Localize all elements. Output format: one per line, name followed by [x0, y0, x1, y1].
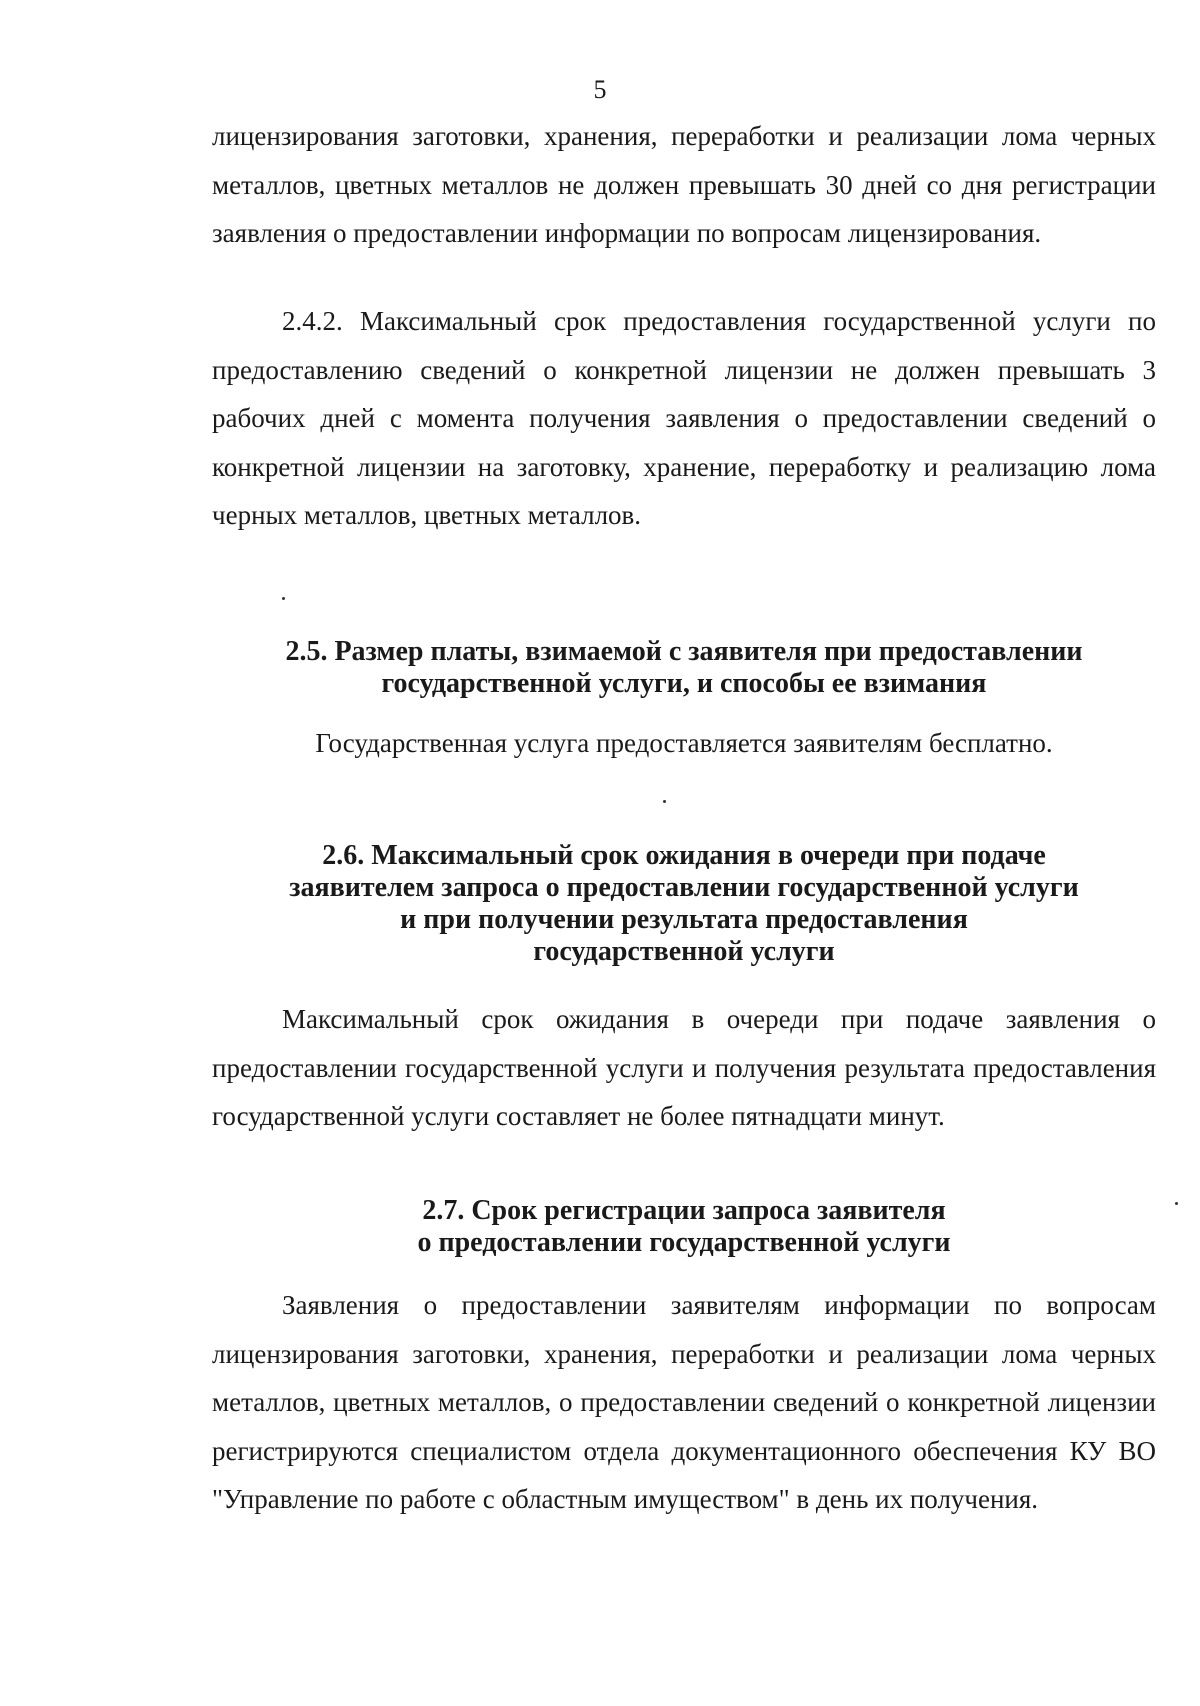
paragraph-text: 2.4.2. Максимальный срок предоставления государственной услуги по предоставлению сведений о конкретной лицензии не должен превышать 3 рабочих дней с момента получения заявления о предоставлении сведений о конкретной лицензии на заготовку, хранение, переработку и реализацию лома черных металлов, цветных металлов. — [212, 306, 1156, 530]
paragraph-2-5 — [212, 728, 1156, 759]
scan-speck — [663, 800, 666, 803]
heading-line: заявителем запроса о предоставлении государственной услуги — [289, 872, 1079, 903]
section-heading-2-6 — [212, 840, 1156, 968]
paragraph-2-6 — [212, 995, 1156, 1141]
heading-line: государственной услуги, и способы ее взимания — [381, 668, 987, 699]
paragraph-text: лицензирования заготовки, хранения, переработки и реализации лома черных металлов, цветных металлов не должен превышать 30 дней со дня регистрации заявления о предоставлении информации по вопросам лицензирования. — [212, 121, 1156, 248]
heading-line: о предоставлении государственной услуги — [417, 1227, 951, 1258]
heading-line: 2.6. Максимальный срок ожидания в очереди при подаче — [322, 840, 1046, 871]
section-heading-2-7 — [212, 1195, 1156, 1259]
paragraph-2-4-2 — [212, 297, 1156, 540]
paragraph-text: Государственная услуга предоставляется заявителям бесплатно. — [315, 728, 1053, 758]
paragraph-2-7 — [212, 1281, 1156, 1524]
scan-speck — [1175, 1202, 1178, 1205]
heading-line: государственной услуги — [533, 936, 835, 967]
paragraph-text: Максимальный срок ожидания в очереди при подаче заявления о предоставлении государственной услуги и получения результата предоставления государственной услуги составляет не более пятнадцати минут. — [212, 1004, 1156, 1131]
page-number: 5 — [593, 75, 607, 104]
scan-speck — [282, 597, 285, 600]
section-heading-2-5 — [212, 636, 1156, 700]
heading-line: 2.5. Размер платы, взимаемой с заявителя при предоставлении — [285, 636, 1083, 667]
heading-line: 2.7. Срок регистрации запроса заявителя — [422, 1195, 946, 1226]
paragraph-text: Заявления о предоставлении заявителям информации по вопросам лицензирования заготовки, хранения, переработки и реализации лома черных металлов, цветных металлов, о предоставлении сведений о конкретной лицензии регистрируются специалистом отдела документационного обеспечения КУ ВО "Управление по работе с областным имуществом" в день их получения. — [212, 1290, 1156, 1514]
paragraph-continuation — [212, 112, 1156, 258]
heading-line: и при получении результата предоставления — [400, 904, 968, 935]
